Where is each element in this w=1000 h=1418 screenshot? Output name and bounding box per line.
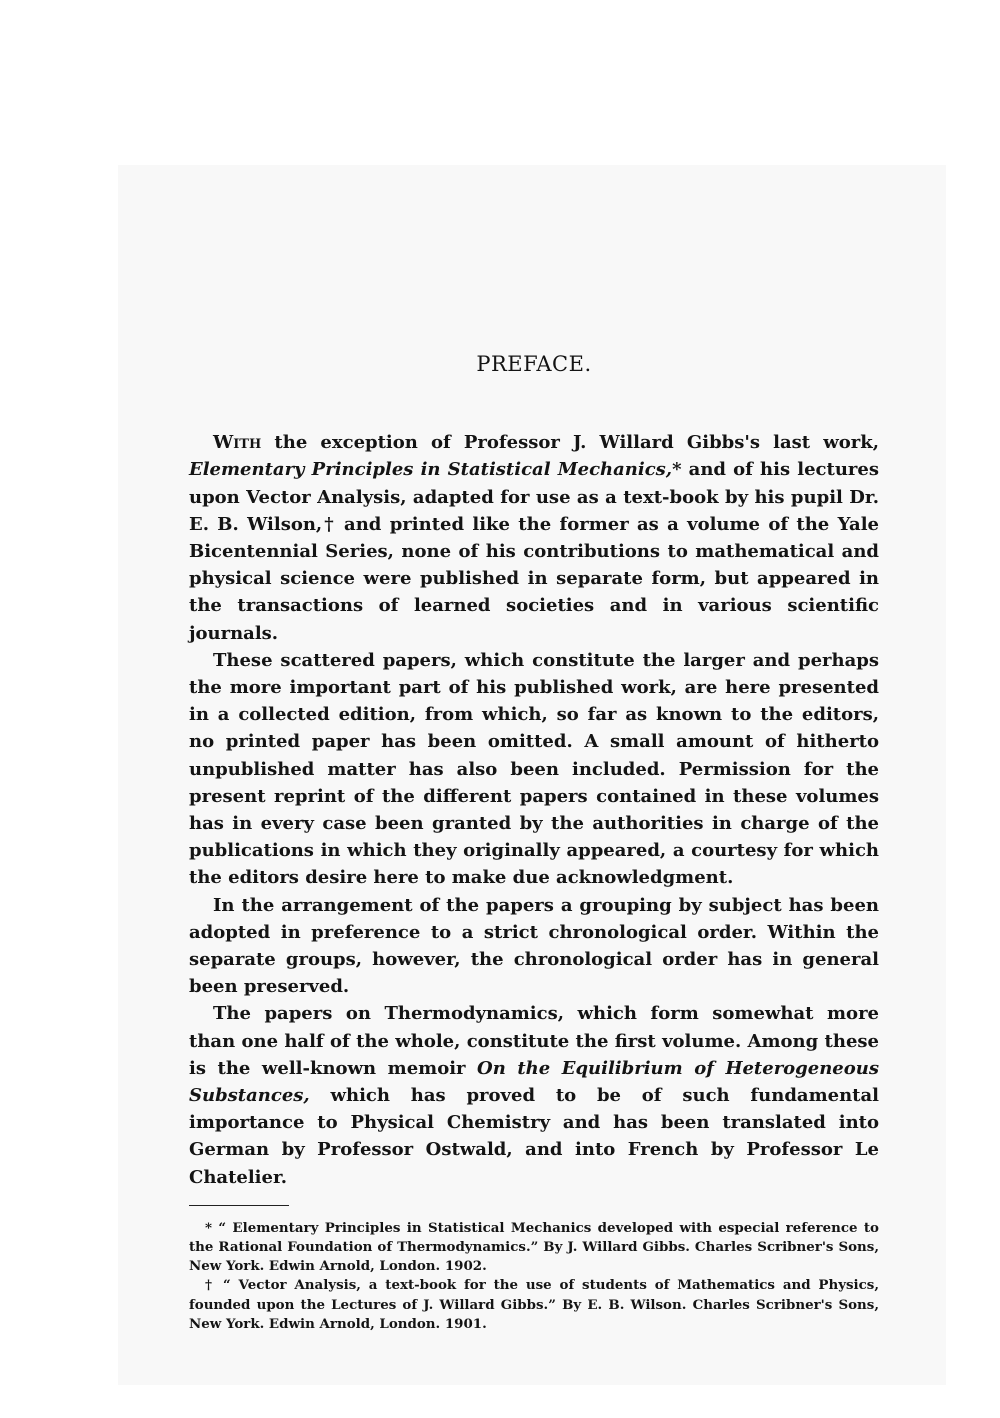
paragraph-1-text-b: * and of his lectures upon Vector Analysis, adapted for use as a text-book by his pupil Dr. E. B. Wilson,† and printed like the former as a volume of the Yale Bicentennial Series, none of his contributions to mathematical and physical science were published in separate form, but appeared in the transactions of learned societies and in various scientific journals. — [189, 459, 879, 644]
preface-page — [189, 352, 879, 1334]
footnote-2: † “ Vector Analysis, a text-book for the use of students of Mathematics and Physics, founded upon the Lectures of J. Willard Gibbs.” By E. B. Wilson. Charles Scribner's Sons, New York. Edwin Arnold, London. 1901. — [189, 1277, 879, 1332]
page-title: PREFACE. — [476, 352, 592, 376]
footnote-divider — [189, 1205, 289, 1206]
footnote-1: * “ Elementary Principles in Statistical Mechanics developed with especial reference to the Rational Foundation of Thermodynamics.” By J. Willard Gibbs. Charles Scribner's Sons, New York. Edwin Arnold, London. 1902. — [189, 1219, 879, 1275]
paragraph-1-text-a: the exception of Professor J. Willard Gibbs's last work, — [261, 432, 879, 454]
paragraph-3: In the arrangement of the papers a grouping by subject has been adopted in preference to a strict chronological order. Within the separate groups, however, the chronological order has in general been preserved. — [189, 894, 879, 998]
memoir-title-equilibrium: On the Equilibrium of Heterogeneous Substances, — [189, 1057, 879, 1107]
book-title-statistical-mechanics: Elementary Principles in Statistical Mechanics, — [189, 459, 673, 481]
paragraph-1 — [189, 429, 879, 647]
paragraph-4-text-a: The papers on Thermodynamics, which form somewhat more than one half of the whole, constitute the first volume. Among these is the well-known memoir — [189, 1003, 879, 1079]
paragraph-4 — [189, 1000, 879, 1190]
paragraph-1-lead: With — [213, 432, 262, 454]
paragraph-4-text-b: which has proved to be of such fundamental importance to Physical Chemistry and has been translated into German by Professor Ostwald, and into French by Professor Le Chatelier. — [189, 1085, 879, 1188]
paragraph-2: These scattered papers, which constitute the larger and perhaps the more important part of his published work, are here presented in a collected edition, from which, so far as known to the editors, no printed paper has been omitted. A small amount of hitherto unpublished matter has also been included. Permission for the present reprint of the different papers contained in these volumes has in every case been granted by the authorities in charge of the publications in which they originally appeared, a courtesy for which the editors desire here to make due acknowledgment. — [189, 649, 879, 889]
